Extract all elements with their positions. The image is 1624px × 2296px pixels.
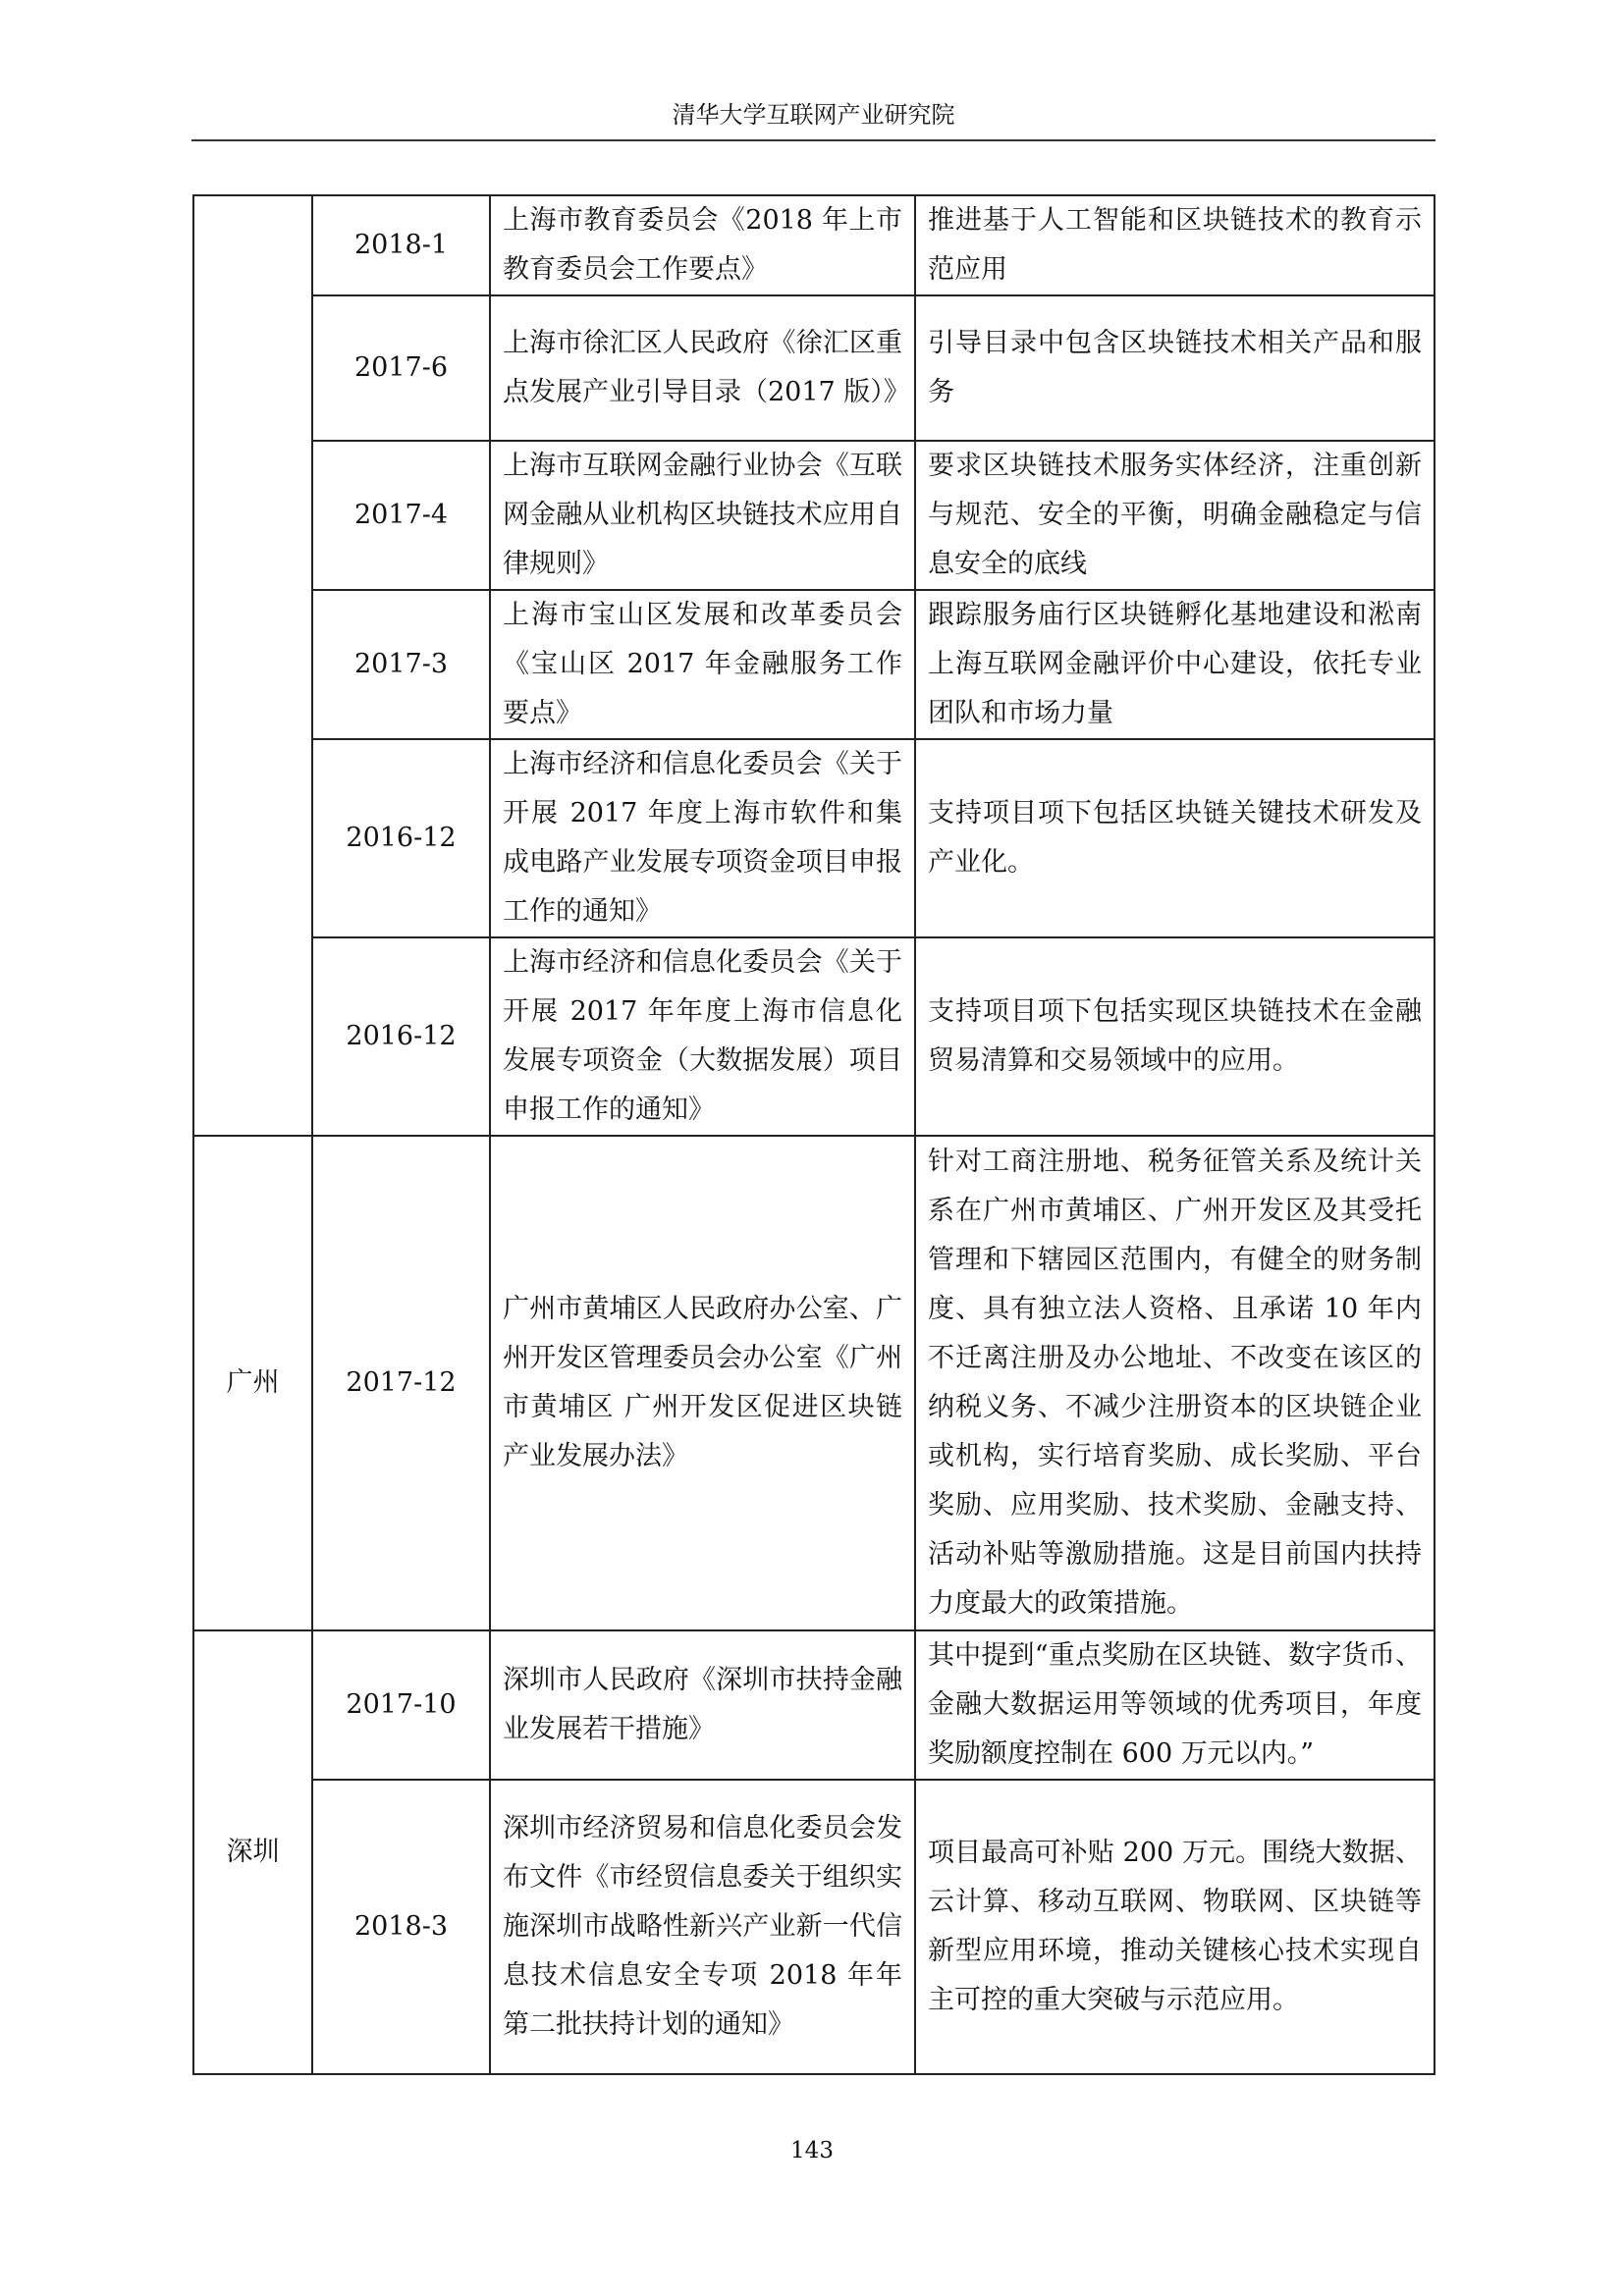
content-cell: 要求区块链技术服务实体经济，注重创新与规范、安全的平衡，明确金融稳定与信息安全的底线	[915, 441, 1435, 590]
document-cell: 上海市经济和信息化委员会《关于开展 2017 年年度上海市信息化发展专项资金（大数据发展）项目申报工作的通知》	[490, 937, 915, 1136]
table-row	[193, 739, 1435, 937]
content-cell: 其中提到“重点奖励在区块链、数字货币、金融大数据运用等领域的优秀项目，年度奖励额度控制在 600 万元以内。”	[915, 1630, 1435, 1780]
region-cell: 广州	[193, 1136, 312, 1630]
document-cell: 深圳市人民政府《深圳市扶持金融业发展若干措施》	[490, 1630, 915, 1780]
date-cell: 2017-6	[312, 295, 490, 441]
date-cell: 2018-3	[312, 1780, 490, 2074]
document-cell: 上海市互联网金融行业协会《互联网金融从业机构区块链技术应用自律规则》	[490, 441, 915, 590]
table-row	[193, 937, 1435, 1136]
table-row	[193, 195, 1435, 295]
document-cell: 广州市黄埔区人民政府办公室、广州开发区管理委员会办公室《广州市黄埔区 广州开发区促进区块链产业发展办法》	[490, 1136, 915, 1630]
table-row	[193, 1630, 1435, 1780]
page-number: 143	[790, 2138, 834, 2163]
date-cell: 2017-4	[312, 441, 490, 590]
document-cell: 上海市教育委员会《2018 年上市教育委员会工作要点》	[490, 195, 915, 295]
policy-table	[192, 194, 1435, 2075]
date-cell: 2017-12	[312, 1136, 490, 1630]
content-cell: 推进基于人工智能和区块链技术的教育示范应用	[915, 195, 1435, 295]
content-cell: 针对工商注册地、税务征管关系及统计关系在广州市黄埔区、广州开发区及其受托管理和下辖园区范围内，有健全的财务制度、具有独立法人资格、且承诺 10 年内不迁离注册及办公地址、不改变在该区的纳税义务、不减少注册资本的区块链企业或机构，实行培育奖励、成长奖励、平台奖励、应用奖励、技术奖励、金融支持、活动补贴等激励措施。这是目前国内扶持力度最大的政策措施。	[915, 1136, 1435, 1630]
table-row	[193, 590, 1435, 739]
content-cell: 项目最高可补贴 200 万元。围绕大数据、云计算、移动互联网、物联网、区块链等新型应用环境，推动关键核心技术实现自主可控的重大突破与示范应用。	[915, 1780, 1435, 2074]
content-cell: 引导目录中包含区块链技术相关产品和服务	[915, 295, 1435, 441]
document-cell: 深圳市经济贸易和信息化委员会发布文件《市经贸信息委关于组织实施深圳市战略性新兴产业新一代信息技术信息安全专项 2018 年年第二批扶持计划的通知》	[490, 1780, 915, 2074]
date-cell: 2016-12	[312, 739, 490, 937]
document-cell: 上海市徐汇区人民政府《徐汇区重点发展产业引导目录（2017 版）》	[490, 295, 915, 441]
table-row	[193, 1780, 1435, 2074]
table-row	[193, 295, 1435, 441]
region-cell	[193, 195, 312, 1136]
content-cell: 支持项目项下包括实现区块链技术在金融贸易清算和交易领域中的应用。	[915, 937, 1435, 1136]
date-cell: 2017-3	[312, 590, 490, 739]
document-cell: 上海市宝山区发展和改革委员会《宝山区 2017 年金融服务工作要点》	[490, 590, 915, 739]
region-cell: 深圳	[193, 1630, 312, 2074]
date-cell: 2018-1	[312, 195, 490, 295]
content-cell: 跟踪服务庙行区块链孵化基地建设和淞南上海互联网金融评价中心建设，依托专业团队和市场力量	[915, 590, 1435, 739]
document-cell: 上海市经济和信息化委员会《关于开展 2017 年度上海市软件和集成电路产业发展专项资金项目申报工作的通知》	[490, 739, 915, 937]
date-cell: 2017-10	[312, 1630, 490, 1780]
content-cell: 支持项目项下包括区块链关键技术研发及产业化。	[915, 739, 1435, 937]
table-row	[193, 441, 1435, 590]
table-row	[193, 1136, 1435, 1630]
date-cell: 2016-12	[312, 937, 490, 1136]
page-header: 清华大学互联网产业研究院	[191, 98, 1435, 141]
